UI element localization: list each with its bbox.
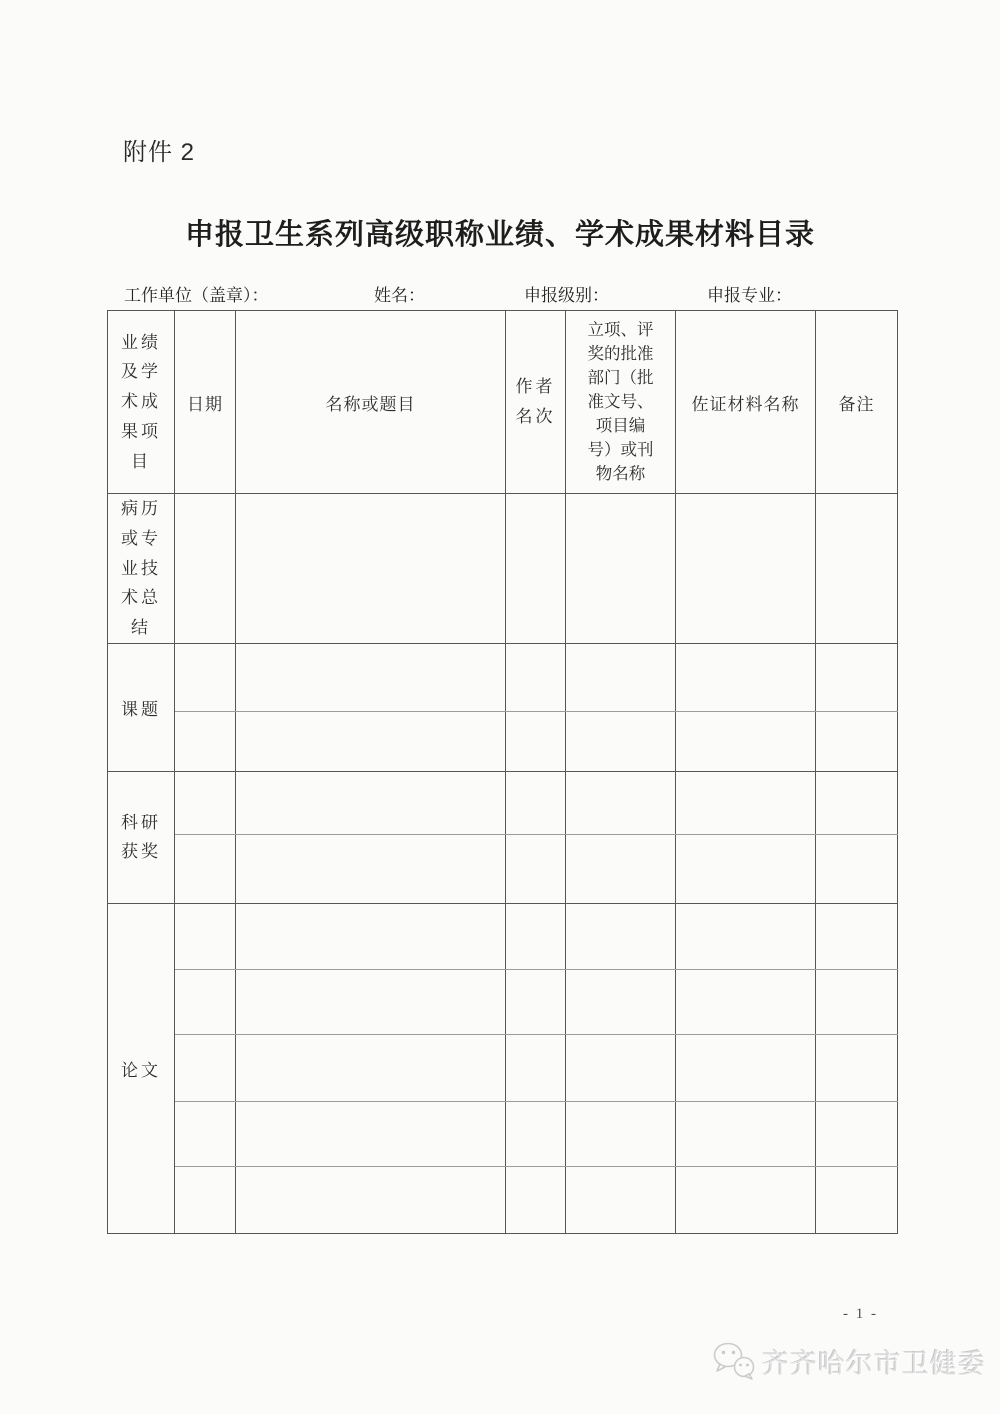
empty-cell [676,969,816,1034]
info-line [0,281,1000,305]
empty-cell [506,771,566,834]
section-label-1: 课题 [108,643,175,771]
empty-cell [506,494,566,644]
empty-cell [566,771,676,834]
empty-cell [175,969,236,1034]
empty-cell [175,643,236,711]
empty-cell [676,1034,816,1101]
empty-cell [676,1166,816,1233]
empty-cell [506,711,566,771]
empty-cell [236,1101,506,1166]
field-name-label: 姓名： [374,286,425,305]
empty-cell [566,834,676,903]
empty-cell [566,1101,676,1166]
table-row [108,969,898,1034]
page-number: - 1 - [843,1306,878,1322]
header-category: 业绩及学术成果项目 [108,311,175,494]
section-label-2: 科研获奖 [108,771,175,903]
section-label-3: 论文 [108,903,175,1233]
empty-cell [175,1101,236,1166]
table-row [108,1034,898,1101]
empty-cell [506,969,566,1034]
empty-cell [816,643,898,711]
table-row [108,494,898,644]
field-specialty-label: 申报专业： [707,286,792,305]
empty-cell [506,903,566,969]
watermark-text: 齐齐哈尔市卫健委 [762,1348,986,1379]
empty-cell [236,1034,506,1101]
table-row [108,711,898,771]
empty-cell [676,494,816,644]
empty-cell [676,643,816,711]
empty-cell [236,1166,506,1233]
empty-cell [236,834,506,903]
empty-cell [175,834,236,903]
empty-cell [175,1166,236,1233]
empty-cell [566,969,676,1034]
empty-cell [236,494,506,644]
empty-cell [816,1166,898,1233]
empty-cell [175,494,236,644]
empty-cell [506,1034,566,1101]
empty-cell [816,834,898,903]
empty-cell [175,711,236,771]
empty-cell [175,771,236,834]
empty-cell [676,903,816,969]
empty-cell [816,903,898,969]
field-level-label: 申报级别： [524,286,609,305]
header-evidence-material: 佐证材料名称 [676,311,816,494]
empty-cell [566,643,676,711]
empty-cell [816,771,898,834]
catalog-table-body [108,494,898,1234]
table-row [108,1166,898,1233]
empty-cell [506,834,566,903]
empty-cell [676,771,816,834]
empty-cell [566,494,676,644]
empty-cell [816,494,898,644]
section-label-0: 病历或专业技术总结 [108,494,175,644]
table-row [108,1101,898,1166]
empty-cell [236,711,506,771]
header-date: 日期 [175,311,236,494]
empty-cell [236,643,506,711]
attachment-label: 附件 2 [123,139,196,166]
empty-cell [506,643,566,711]
empty-cell [236,969,506,1034]
empty-cell [566,1166,676,1233]
empty-cell [566,1034,676,1101]
table-row [108,771,898,834]
empty-cell [236,903,506,969]
empty-cell [566,903,676,969]
catalog-table [107,310,898,1234]
empty-cell [816,1101,898,1166]
header-approval-dept: 立项、评奖的批准部门（批准文号、项目编号）或刊物名称 [566,311,676,494]
header-author-rank: 作者名次 [506,311,566,494]
header-title: 名称或题目 [236,311,506,494]
empty-cell [175,903,236,969]
empty-cell [506,1101,566,1166]
table-row [108,903,898,969]
empty-cell [676,711,816,771]
table-row [108,834,898,903]
table-row [108,643,898,711]
empty-cell [676,834,816,903]
field-work-unit-label: 工作单位（盖章）： [124,286,269,305]
empty-cell [506,1166,566,1233]
empty-cell [816,711,898,771]
table-header-row [108,311,898,494]
wechat-logo-icon [712,1340,756,1382]
empty-cell [676,1101,816,1166]
empty-cell [566,711,676,771]
empty-cell [816,969,898,1034]
page-title: 申报卫生系列高级职称业绩、学术成果材料目录 [184,219,815,251]
empty-cell [816,1034,898,1101]
empty-cell [175,1034,236,1101]
empty-cell [236,771,506,834]
header-remarks: 备注 [816,311,898,494]
watermark [712,1340,986,1382]
